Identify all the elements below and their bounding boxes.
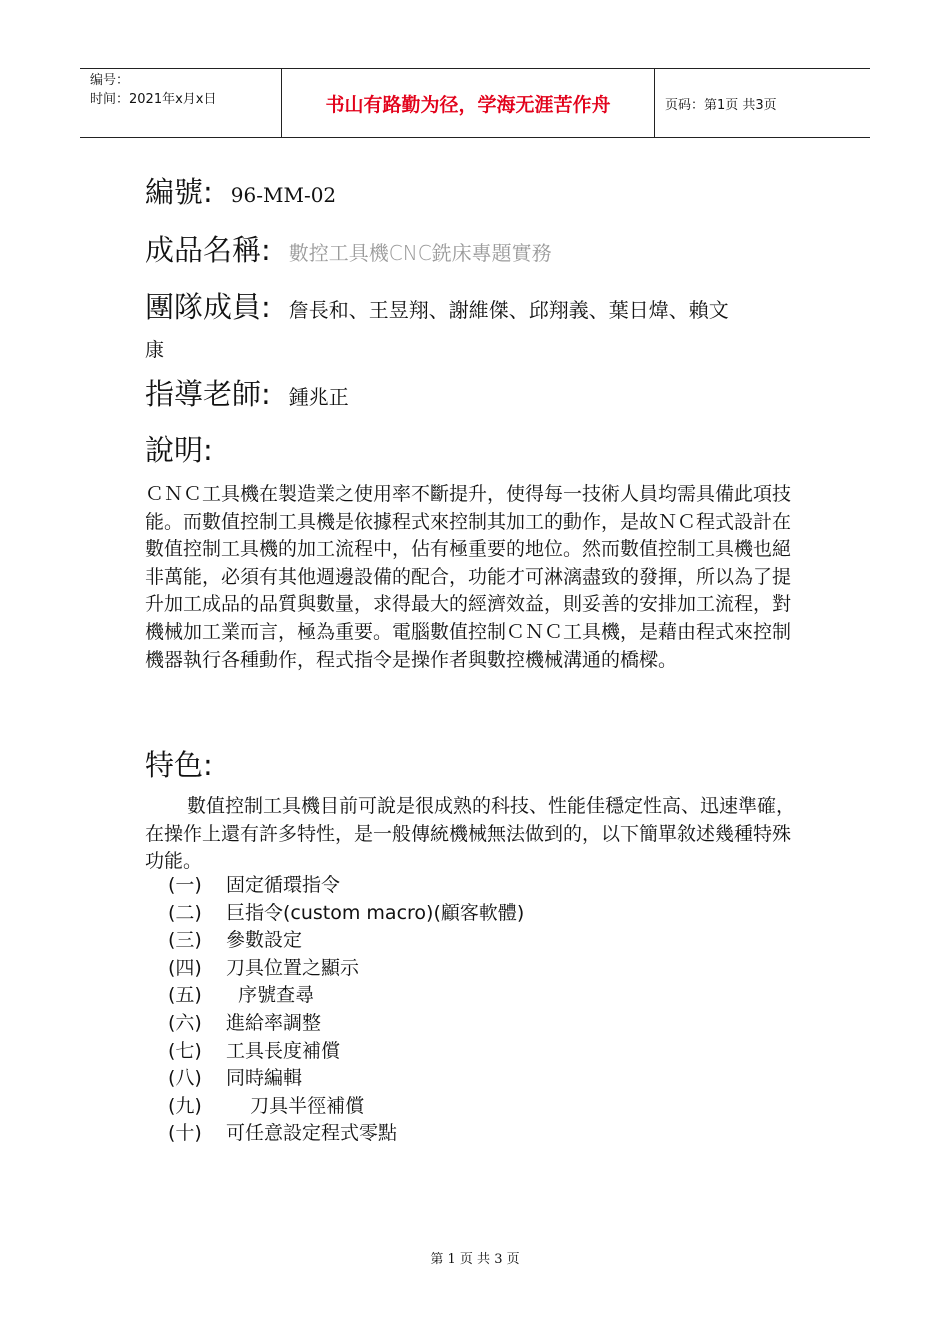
header-meta [80, 69, 282, 137]
team-value: 詹長和、王昱翔、謝維傑、邱翔義、葉日煒、賴文 [288, 298, 729, 322]
features-paragraph: 數值控制工具機目前可說是很成熟的科技、性能佳穩定性高、迅速準確，在操作上還有許多特性，是一般傳統機械無法做到的，以下簡單敘述幾種特殊功能。 [145, 795, 796, 873]
page-footer: 第 1 页 共 3 页 [430, 1252, 520, 1267]
advisor-row [145, 372, 349, 413]
id-value: 96-MM-02 [230, 183, 337, 207]
description-heading: 說明: [145, 433, 213, 467]
list-item: (一) 固定循環指令 [168, 874, 341, 896]
team-value-continued: 康 [145, 339, 165, 361]
header-time: 时间：2021年x月x日 [90, 92, 217, 107]
header-page-info: 页码：第1页 共3页 [665, 97, 777, 113]
list-item: (七) 工具長度補償 [168, 1039, 341, 1062]
page-header [80, 68, 870, 138]
product-value: 數控工具機CNC銑床專題實務 [288, 241, 552, 265]
features-heading: 特色: [145, 748, 213, 782]
list-item: (六) 進給率調整 [168, 1011, 322, 1034]
list-item: (五) 序號查尋 [168, 984, 315, 1007]
description-paragraph: ＣＮＣ工具機在製造業之使用率不斷提升，使得每一技術人員均需具備此項技能。而數值控制工具機是依據程式來控制其加工的動作，是故ＮＣ程式設計在數值控制工具機的加工流程中，佔有極重要的地位。然而數值控制工具機也絕非萬能，必須有其他週邊設備的配合，功能才可淋漓盡致的發揮，所以為了提升加工成品的品質與數量，求得最大的經濟效益，則妥善的安排加工流程，對機械加工業而言，極為重要。電腦數值控制ＣＮＣ工具機，是藉由程式來控制機器執行各種動作，程式指令是操作者與數控機械溝通的橋樑。 [145, 483, 792, 671]
advisor-label: 指導老師: [145, 377, 271, 411]
list-item: (八) 同時編輯 [168, 1067, 303, 1090]
description-heading-row [145, 428, 213, 469]
advisor-value: 鍾兆正 [288, 385, 349, 409]
features-heading-row [145, 743, 213, 784]
list-item: (二) 巨指令(custom macro)(顧客軟體) [168, 901, 525, 924]
header-motto: 书山有路勤为径，学海无涯苦作舟 [282, 69, 655, 137]
header-number: 编号： [90, 73, 130, 88]
list-item: (三) 參數設定 [168, 929, 303, 952]
product-row [145, 228, 552, 269]
features-list [168, 872, 524, 1148]
list-item: (四) 刀具位置之顯示 [168, 956, 360, 979]
team-row [145, 285, 729, 326]
list-item: (九) 刀具半徑補償 [168, 1094, 365, 1117]
id-label: 編號: [145, 175, 213, 209]
list-item: (十) 可任意設定程式零點 [168, 1122, 398, 1145]
id-row [145, 170, 336, 211]
product-label: 成品名稱: [145, 233, 271, 267]
team-label: 團隊成員: [145, 290, 271, 324]
